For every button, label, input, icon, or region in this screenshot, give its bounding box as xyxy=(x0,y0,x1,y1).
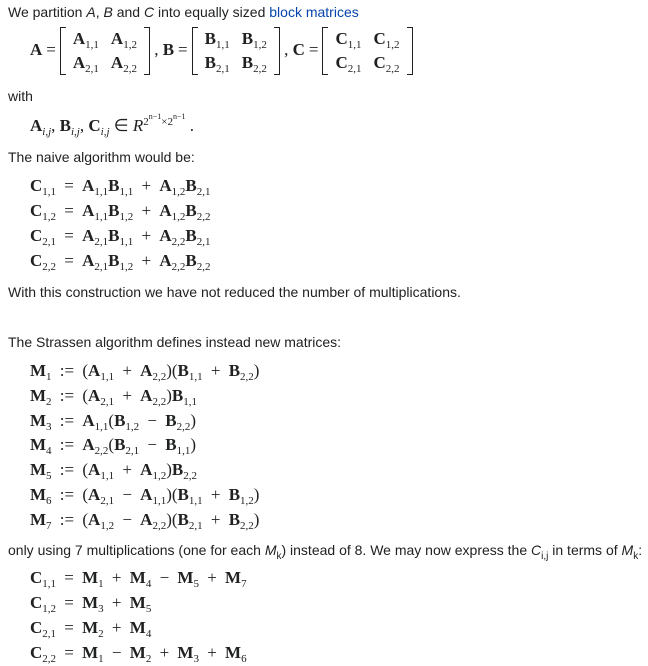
var-C-ij: C xyxy=(531,542,542,558)
m6-def: $M_6$ := $(A_{2,1} - A_{1,1})(B_{1,1} + B_{1,2})$ xyxy=(30,485,260,507)
block-matrices-link[interactable]: block matrices xyxy=(269,4,359,20)
final-eq-1: $C_{1,1} = M_1 + M_4 - M_5 + M_7$ xyxy=(30,568,247,590)
m4-def: $M_4$ := $A_{2,2}(B_{2,1} - B_{1,1})$ xyxy=(30,435,197,457)
var-M-2: M xyxy=(621,542,634,558)
only-using-text: only using 7 multiplications (one for each xyxy=(8,542,265,558)
strassen-label: The Strassen algorithm defines instead new matrices: xyxy=(8,334,342,350)
not-reduced-text: With this construction we have not reduced the number of multiplications. xyxy=(8,284,461,300)
only-using-mid: ) instead of 8. We may now express the xyxy=(281,542,532,558)
naive-eq-4: $C_{2,2} = A_{2,1}B_{1,2} + A_{2,2}B_{2,2}$ xyxy=(30,251,211,273)
intro-paragraph xyxy=(8,3,359,21)
m7-def: $M_7$ := $(A_{1,2} - A_{2,2})(B_{2,1} + B_{2,2})$ xyxy=(30,510,260,532)
block-matrix-definition: A = $A_{1,1}$ $A_{1,2}$ $A_{2,1}$ $A_{2,2}$ , B = $B_{1,1}$ $B_{1,2}$ $B_{2,1}$ $B_{2,2}$ , C = $C_{1,1}$ $C_{1,2}$ $C_{2,1}$ $C_{2,2}$ xyxy=(30,27,413,75)
var-k: k xyxy=(276,551,282,562)
naive-eq-1: $C_{1,1} = A_{1,1}B_{1,1} + A_{1,2}B_{2,1}$ xyxy=(30,176,211,198)
colon: : xyxy=(638,542,643,558)
final-eq-2: $C_{1,2} = M_3 + M_5$ xyxy=(30,593,152,615)
only-using-paragraph xyxy=(8,541,643,562)
var-M: M xyxy=(264,542,277,558)
var-ij: i,j xyxy=(541,551,549,562)
with-label: with xyxy=(8,88,33,104)
m1-def: $M_1$ := $(A_{1,1} + A_{2,2})(B_{1,1} + B_{2,2})$ xyxy=(30,361,260,383)
final-eq-3: $C_{2,1} = M_2 + M_4$ xyxy=(30,618,152,640)
naive-eq-2: $C_{1,2} = A_{1,1}B_{1,2} + A_{1,2}B_{2,2}$ xyxy=(30,201,211,223)
terms-text: in terms of xyxy=(548,542,622,558)
naive-eq-3: $C_{2,1} = A_{2,1}B_{1,1} + A_{2,2}B_{2,1}$ xyxy=(30,226,211,248)
final-eq-4: $C_{2,2} = M_1 - M_2 + M_3 + M_6$ xyxy=(30,643,247,665)
var-C: C xyxy=(143,4,155,20)
var-A: A xyxy=(86,4,96,20)
m2-def: $M_2$ := $(A_{2,1} + A_{2,2})B_{1,1}$ xyxy=(30,386,197,408)
intro-text-2: into equally sized xyxy=(154,4,270,20)
sep: , xyxy=(95,4,104,20)
var-k-2: k xyxy=(633,551,639,562)
var-B: B xyxy=(103,4,113,20)
naive-label: The naive algorithm would be: xyxy=(8,149,195,165)
m3-def: $M_3$ := $A_{1,1}(B_{1,2} - B_{2,2})$ xyxy=(30,411,197,433)
dimension-formula: $A_{i,j}$, $B_{i,j}$, $C_{i,j}$ ∈ $R^{2^{n-1}\times 2^{n-1}}$ . xyxy=(30,112,194,138)
and-text: and xyxy=(112,4,144,20)
m5-def: $M_5$ := $(A_{1,1} + A_{1,2})B_{2,2}$ xyxy=(30,460,197,482)
intro-text: We partition xyxy=(8,4,87,20)
